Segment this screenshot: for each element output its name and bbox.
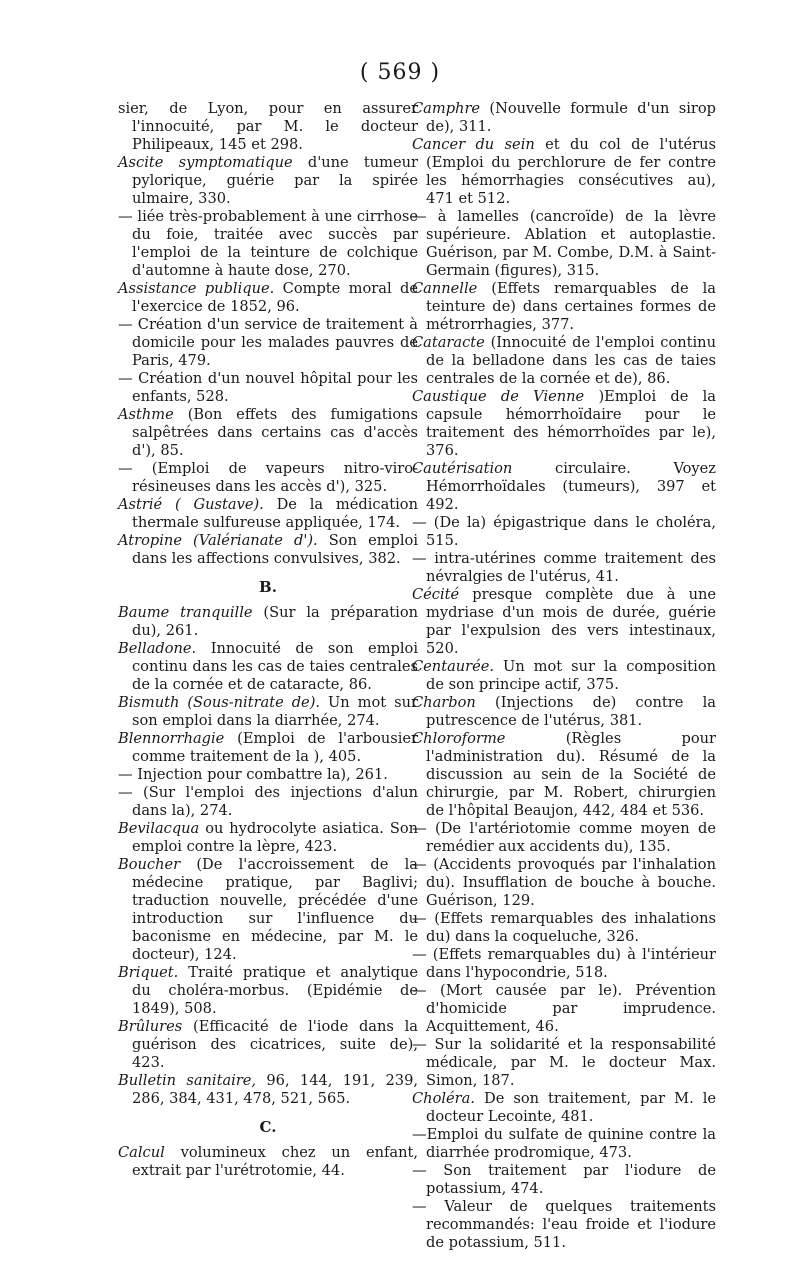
entry-term: Chloroforme — [412, 730, 506, 747]
entry-text: — Création d'un service de traitement à domicile pour les malades pauvres de Paris, 479. — [118, 316, 418, 369]
entry-text: (Bon effets des fumigations salpêtrées dans certains cas d'accès d'), 85. — [132, 406, 418, 459]
entry-text: — (Effets remarquables du) à l'intérieur dans l'hypocondrie, 518. — [412, 946, 716, 981]
index-entry — [412, 1090, 716, 1126]
entry-term: Centaurée. — [412, 658, 495, 675]
entry-text: 96, 144, 191, 239, 286, 384, 431, 478, 521, 565. — [132, 1072, 419, 1107]
index-entry — [118, 766, 418, 784]
section-heading-b: B. — [259, 578, 277, 596]
index-entry — [118, 964, 418, 1018]
entry-term: Baume tranquille — [118, 604, 253, 621]
index-entry — [118, 280, 418, 316]
index-entry — [412, 136, 716, 208]
entry-term: Cancer du sein — [412, 136, 535, 153]
entry-term: Cautérisation — [412, 460, 513, 477]
entry-text: — (De l'artériotomie comme moyen de remédier aux accidents du), 135. — [412, 820, 716, 855]
entry-term: Ascite symptomatique — [118, 154, 293, 171]
index-entry — [118, 496, 418, 532]
entry-text: (Nouvelle formule d'un sirop de), 311. — [426, 100, 716, 135]
index-entry — [118, 370, 418, 406]
index-entries-a — [118, 100, 418, 568]
page-number: ( 569 ) — [359, 60, 441, 85]
entry-text: — (Emploi de vapeurs nitro-viro-résineuses dans les accès d'), 325. — [118, 460, 418, 495]
index-entry — [412, 1162, 716, 1198]
entry-term: Choléra. — [412, 1090, 475, 1107]
index-entry — [412, 982, 716, 1036]
entry-text: Son emploi dans les affections convulsives, 382. — [132, 532, 419, 567]
entry-text: (Injections de) contre la putrescence de l'utérus, 381. — [426, 694, 716, 729]
index-entry — [118, 208, 418, 280]
entry-text: ou hydrocolyte asiatica. Son emploi contre la lèpre, 423. — [132, 820, 419, 855]
entry-text: — Création d'un nouvel hôpital pour les enfants, 528. — [118, 370, 418, 405]
index-entry — [412, 100, 716, 136]
entry-text: — (Sur l'emploi des injections d'alun dans la), 274. — [118, 784, 418, 819]
entry-term: Caustique de Vienne — [412, 388, 585, 405]
entry-term: Cannelle — [412, 280, 478, 297]
index-entry — [118, 316, 418, 370]
entry-text: — Injection pour combattre la), 261. — [118, 766, 388, 783]
entry-text: — Sur la solidarité et la responsabilité médicale, par M. le docteur Max. Simon, 187. — [412, 1036, 716, 1089]
index-entry — [118, 1144, 418, 1180]
index-entry — [412, 910, 716, 946]
entry-text: Un mot sur son emploi dans la diarrhée, 274. — [132, 694, 418, 729]
entry-term: Atropine (Valérianate d'). — [118, 532, 318, 549]
entry-term: Bulletin sanitaire, — [118, 1072, 257, 1089]
index-entry — [412, 694, 716, 730]
entry-text: circulaire. Voyez Hémorrhoïdales (tumeurs), 397 et 492. — [426, 460, 716, 513]
entry-text: )Emploi de la capsule hémorrhoïdaire pour le traitement des hémorrhoïdes par le), 376. — [426, 388, 716, 459]
index-entry — [118, 100, 418, 154]
entry-text: — à lamelles (cancroïde) de la lèvre supérieure. Ablation et autoplastie. Guérison, par M. Combe, D.M. à Saint-Germain (figures), 315. — [412, 208, 716, 279]
index-entry — [412, 730, 716, 820]
index-entry — [118, 784, 418, 820]
index-entry — [118, 640, 418, 694]
entry-term: Camphre — [412, 100, 481, 117]
entry-text: (Règles pour l'administration du). Résumé de la discussion au sein de la Société de chirurgie, par M. Robert, chirurgien de l'hôpital Beaujon, 442, 484 et 536. — [426, 730, 716, 819]
index-entry — [412, 658, 716, 694]
index-entry — [412, 946, 716, 982]
index-entry — [412, 586, 716, 658]
entry-text: Compte moral de l'exercice de 1852, 96. — [132, 280, 418, 315]
index-entry — [412, 388, 716, 460]
index-entry — [118, 460, 418, 496]
entry-text: — (Effets remarquables des inhalations du) dans la coqueluche, 326. — [412, 910, 716, 945]
entry-text: — liée très-probablement à une cirrhose du foie, traitée avec succès par l'emploi de la teinture de colchique d'automne à haute dose, 270. — [118, 208, 418, 279]
entry-text: presque complète due à une mydriase d'un mois de durée, guérie par l'expulsion des vers intestinaux, 520. — [426, 586, 717, 657]
entry-term: Bismuth (Sous-nitrate de). — [118, 694, 321, 711]
entry-text: —Emploi du sulfate de quinine contre la diarrhée prodromique, 473. — [412, 1126, 716, 1161]
index-entry — [118, 1018, 418, 1072]
index-entry — [118, 856, 418, 964]
index-entry — [118, 694, 418, 730]
index-entry — [412, 1126, 716, 1162]
index-entry — [412, 1198, 716, 1252]
entry-text: — Son traitement par l'iodure de potassium, 474. — [412, 1162, 716, 1197]
entry-term: Cécité — [412, 586, 460, 603]
entry-text: — Valeur de quelques traitements recommandés: l'eau froide et l'iodure de potassium, 511. — [412, 1198, 716, 1251]
entry-term: Cataracte — [412, 334, 485, 351]
entry-term: Boucher — [118, 856, 181, 873]
index-entry — [412, 514, 716, 550]
section-heading-c: C. — [259, 1118, 277, 1136]
entry-text: De la médication thermale sulfureuse appliquée, 174. — [132, 496, 418, 531]
entry-text: (Efficacité de l'iode dans la guérison des cicatrices, suite de), 423. — [132, 1018, 418, 1071]
entry-text: d'une tumeur pylorique, guérie par la spirée ulmaire, 330. — [132, 154, 418, 207]
entry-text: (Emploi de l'arbousier comme traitement de la ), 405. — [132, 730, 419, 765]
index-entry — [412, 550, 716, 586]
entry-text: De son traitement, par M. le docteur Lecointe, 481. — [426, 1090, 717, 1125]
index-entries-c — [118, 1144, 418, 1180]
left-column — [118, 100, 418, 1180]
index-entry — [412, 1036, 716, 1090]
index-entry — [118, 820, 418, 856]
entry-text: — (Accidents provoqués par l'inhalation du). Insufflation de bouche à bouche. Guérison, 129. — [412, 856, 716, 909]
entry-term: Charbon — [412, 694, 476, 711]
entry-text: Innocuité de son emploi continu dans les cas de taies centrales de la cornée et de cataracte, 86. — [132, 640, 418, 693]
index-entry — [118, 604, 418, 640]
right-column — [412, 100, 716, 1252]
entry-text: (Effets remarquables de la teinture de) dans certaines formes de métrorrhagies, 377. — [426, 280, 716, 333]
entry-term: Belladone. — [118, 640, 197, 657]
entry-term: Calcul — [118, 1144, 165, 1161]
index-entry — [118, 154, 418, 208]
entry-term: Asthme — [118, 406, 174, 423]
index-entries-right — [412, 100, 716, 1252]
index-entry — [412, 856, 716, 910]
index-entries-b — [118, 604, 418, 1108]
index-entry — [118, 1072, 418, 1108]
entry-text: Un mot sur la composition de son principe actif, 375. — [426, 658, 717, 693]
entry-term: Blennorrhagie — [118, 730, 225, 747]
entry-text: — (Mort causée par le). Prévention d'homicide par imprudence. Acquittement, 46. — [412, 982, 716, 1035]
entry-text: Traité pratique et analytique du choléra-morbus. (Epidémie de 1849), 508. — [132, 964, 418, 1017]
entry-text: volumineux chez un enfant, extrait par l'urétrotomie, 44. — [132, 1144, 419, 1179]
index-entry — [412, 460, 716, 514]
entry-term: Assistance publique. — [118, 280, 275, 297]
index-entry — [118, 730, 418, 766]
index-entry — [412, 280, 716, 334]
entry-text: — intra-utérines comme traitement des névralgies de l'utérus, 41. — [412, 550, 716, 585]
entry-term: Briquet. — [118, 964, 179, 981]
index-entry — [118, 406, 418, 460]
entry-text: — (De la) épigastrique dans le choléra, 515. — [412, 514, 716, 549]
entry-text: sier, de Lyon, pour en assurer l'innocuité, par M. le docteur Philipeaux, 145 et 298. — [118, 100, 418, 153]
entry-term: Brûlures — [118, 1018, 183, 1035]
entry-term: Bevilacqua — [118, 820, 200, 837]
index-entry — [118, 532, 418, 568]
entry-text: (Innocuité de l'emploi continu de la belladone dans les cas de taies centrales de la cornée et de), 86. — [426, 334, 716, 387]
index-entry — [412, 334, 716, 388]
index-entry — [412, 820, 716, 856]
entry-text: (De l'accroissement de la médecine pratique, par Baglivi; traduction nouvelle, précédée d'une introduction sur l'influence du baconisme en médecine, par M. le docteur), 124. — [132, 856, 418, 963]
entry-text: (Sur la préparation du), 261. — [132, 604, 419, 639]
entry-text: et du col de l'utérus (Emploi du perchlorure de fer contre les hémorrhagies consécutives au), 471 et 512. — [426, 136, 716, 207]
index-entry — [412, 208, 716, 280]
entry-term: Astrié ( Gustave). — [118, 496, 264, 513]
